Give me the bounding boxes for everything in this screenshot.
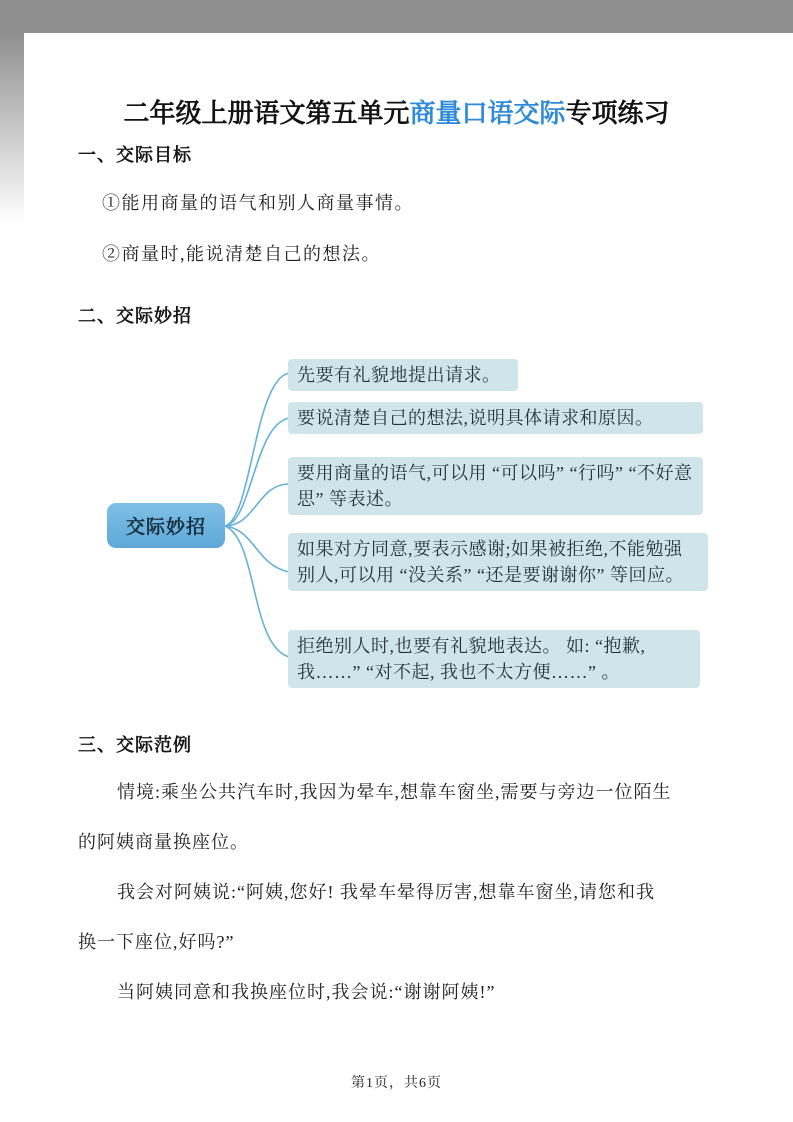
page-footer: 第1页，共6页 <box>351 1076 442 1091</box>
page-title-prefix: 二年级上册语文第五单元 <box>123 98 410 129</box>
mindmap-branch-bubble: 要说清楚自己的想法,说明具体请求和原因。 <box>288 402 703 434</box>
mindmap-connector-line <box>225 373 289 526</box>
mindmap-branch-bubble: 要用商量的语气,可以用 “可以吗” “行吗” “不好意思” 等表述。 <box>288 457 703 515</box>
page-title-suffix: 专项练习 <box>565 98 670 129</box>
mindmap-branch-bubble: 如果对方同意,要表示感谢;如果被拒绝,不能勉强别人,可以用 “没关系” “还是要谢谢你” 等回应。 <box>288 533 708 591</box>
goal-item: ①能用商量的语气和别人商量事情。 <box>102 193 414 213</box>
goal-item: ②商量时,能说清楚自己的想法。 <box>102 244 381 264</box>
mindmap-branch-bubble: 拒绝别人时,也要有礼貌地表达。 如: “抱歉,我……” “对不起, 我也不太方便……” 。 <box>288 630 700 688</box>
example-line: 换一下座位,好吗?” <box>78 932 235 952</box>
section-heading-goals: 一、交际目标 <box>78 145 192 165</box>
section-heading-example: 三、交际范例 <box>78 735 192 755</box>
mindmap-branch-bubble: 先要有礼貌地提出请求。 <box>288 359 518 391</box>
mindmap <box>0 350 793 710</box>
mindmap-connector-line <box>225 526 289 657</box>
example-line: 的阿姨商量换座位。 <box>78 832 249 852</box>
scan-artifact-top <box>0 0 793 33</box>
section-heading-tips: 二、交际妙招 <box>78 306 192 326</box>
page-title-highlight: 商量口语交际 <box>409 98 566 129</box>
example-line: 情境:乘坐公共汽车时,我因为晕车,想靠车窗坐,需要与旁边一位陌生 <box>117 782 672 802</box>
example-line: 我会对阿姨说:“阿姨,您好! 我晕车晕得厉害,想靠车窗坐,请您和我 <box>117 882 655 902</box>
page-title <box>0 93 793 130</box>
example-line: 当阿姨同意和我换座位时,我会说:“谢谢阿姨!” <box>117 982 496 1002</box>
mindmap-root-node: 交际妙招 <box>107 503 225 548</box>
